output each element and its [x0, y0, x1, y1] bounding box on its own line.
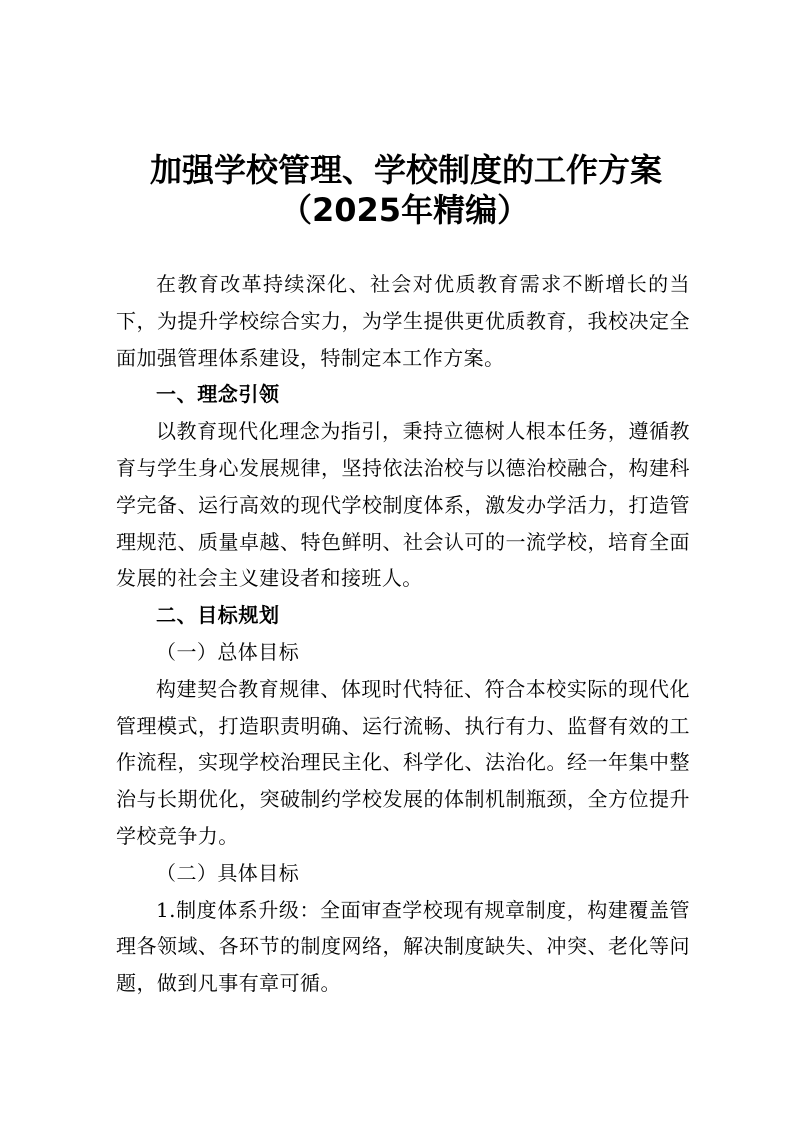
- overall-goal-paragraph: 构建契合教育规律、体现时代特征、符合本校实际的现代化管理模式，打造职责明确、运行流畅、执行有力、监督有效的工作流程，实现学校治理民主化、科学化、法治化。经一年集中整治与长期优化，突破制约学校发展的体制机制瓶颈，全方位提升学校竞争力。: [116, 676, 690, 848]
- subheading-specific-goals: （二）具体目标: [156, 860, 300, 885]
- specific-goal-item-1: 1.制度体系升级：全面审查学校现有规章制度，构建覆盖管理各领域、各环节的制度网络，解决制度缺失、冲突、老化等问题，做到凡事有章可循。: [116, 897, 690, 996]
- subheading-overall-goal: （一）总体目标: [156, 639, 300, 664]
- document-title-line2: （2025年精编）: [280, 191, 530, 229]
- document-body: [116, 266, 690, 1002]
- section-heading-philosophy: 一、理念引领: [156, 382, 280, 407]
- document-title-line1: 加强学校管理、学校制度的工作方案: [150, 151, 663, 189]
- section-heading-goals: 二、目标规划: [156, 603, 280, 628]
- philosophy-paragraph: 以教育现代化理念为指引，秉持立德树人根本任务，遵循教育与学生身心发展规律，坚持依法治校与以德治校融合，构建科学完备、运行高效的现代学校制度体系，激发办学活力，打造管理规范、质量卓越、特色鲜明、社会认可的一流学校，培育全面发展的社会主义建设者和接班人。: [116, 419, 690, 591]
- intro-paragraph: 在教育改革持续深化、社会对优质教育需求不断增长的当下，为提升学校综合实力，为学生提供更优质教育，我校决定全面加强管理体系建设，特制定本工作方案。: [116, 272, 690, 370]
